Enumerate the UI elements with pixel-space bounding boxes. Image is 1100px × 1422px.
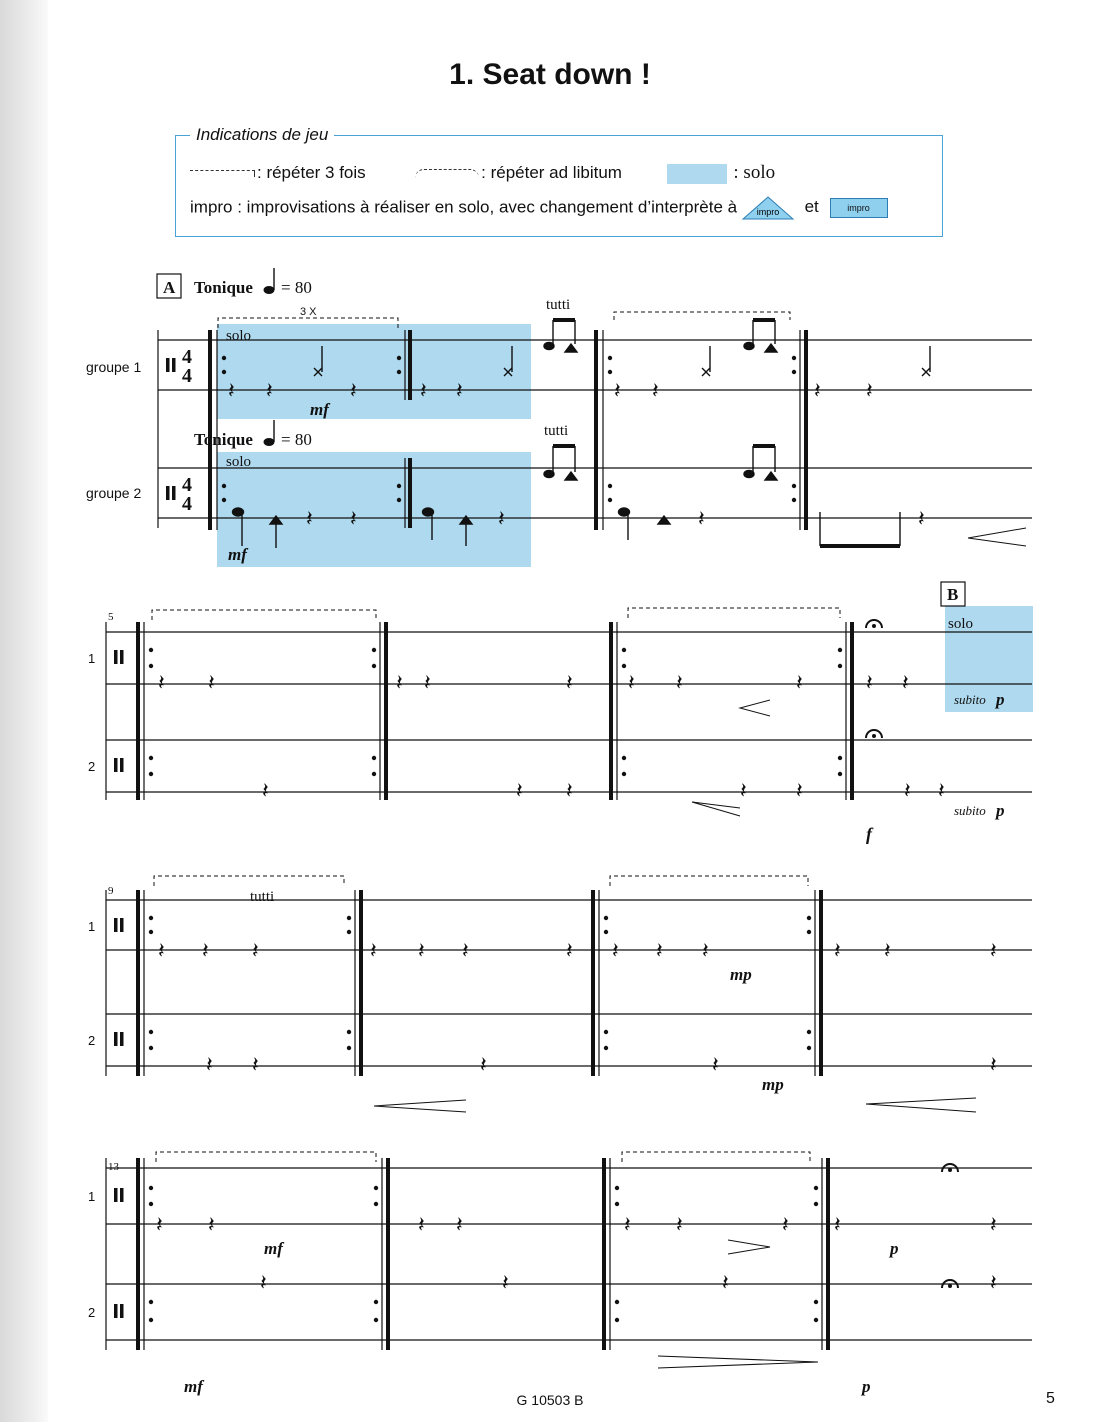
- dynamic-p-4: p: [862, 1377, 871, 1396]
- svg-text:𝄽: 𝄽: [396, 671, 403, 696]
- legend-et: et: [804, 197, 819, 217]
- staff2-label: 2: [88, 759, 96, 774]
- svg-text:𝄽: 𝄽: [676, 671, 683, 696]
- svg-text:𝄽: 𝄽: [938, 779, 945, 804]
- svg-text:𝄽: 𝄽: [884, 939, 891, 964]
- svg-text:𝄽: 𝄽: [566, 671, 573, 696]
- svg-text:𝄽: 𝄽: [990, 1213, 997, 1238]
- solo-region: [217, 324, 531, 419]
- tempo-word-2: Tonique: [194, 430, 253, 449]
- dynamic-mf-4: mf: [184, 1377, 203, 1396]
- svg-text:𝄽: 𝄽: [834, 939, 841, 964]
- svg-text:𝄽: 𝄽: [990, 1053, 997, 1078]
- svg-text:𝄽: 𝄽: [656, 939, 663, 964]
- fermatas: [866, 620, 958, 1288]
- svg-text:𝄽: 𝄽: [566, 939, 573, 964]
- group1-label: groupe 1: [86, 359, 142, 375]
- crescendo: [968, 528, 1026, 546]
- measure-number-5: 5: [108, 611, 114, 623]
- svg-text:𝄽: 𝄽: [228, 379, 235, 404]
- svg-text:𝄽: 𝄽: [260, 1271, 267, 1296]
- tempo-word: Tonique: [194, 278, 253, 297]
- svg-text:𝄽: 𝄽: [866, 379, 873, 404]
- svg-text:𝄽: 𝄽: [418, 1213, 425, 1238]
- svg-text:𝄽: 𝄽: [266, 379, 273, 404]
- legend-heading: Indications de jeu: [190, 125, 334, 145]
- svg-text:𝄽: 𝄽: [424, 671, 431, 696]
- svg-text:𝄽: 𝄽: [350, 507, 357, 532]
- svg-text:𝄽: 𝄽: [796, 671, 803, 696]
- svg-text:𝄽: 𝄽: [990, 939, 997, 964]
- subito-label-2: subito: [954, 803, 986, 818]
- footer-code: G 10503 B: [516, 1392, 584, 1408]
- svg-text:𝄽: 𝄽: [624, 1213, 631, 1238]
- solo-label: solo: [226, 328, 252, 344]
- legend-repeat-lib: : répéter ad libitum: [481, 163, 622, 182]
- svg-text:𝄽: 𝄽: [350, 379, 357, 404]
- legend-impro: impro : improvisations à réaliser en solo, avec changement d’interprète à: [190, 197, 738, 217]
- dynamic-f: f: [866, 824, 872, 844]
- svg-text:𝄽: 𝄽: [652, 379, 659, 404]
- tempo-value-2: = 80: [281, 430, 312, 449]
- svg-text:𝄽: 𝄽: [208, 671, 215, 696]
- solo-region: [217, 452, 531, 567]
- legend-repeat3: : répéter 3 fois: [257, 163, 366, 182]
- section-a-label: A: [163, 278, 176, 297]
- svg-text:𝄽: 𝄽: [252, 939, 259, 964]
- svg-text:𝄽: 𝄽: [158, 671, 165, 696]
- measure-number-9: 9: [108, 885, 114, 897]
- measure-number-13: 13: [108, 1161, 119, 1173]
- svg-text:𝄽: 𝄽: [702, 939, 709, 964]
- svg-text:𝄽: 𝄽: [796, 779, 803, 804]
- times-3x: 3 X: [300, 306, 317, 318]
- solo-label-3: solo: [948, 616, 974, 632]
- svg-text:𝄽: 𝄽: [262, 779, 269, 804]
- time-sig-den: 4: [182, 365, 192, 387]
- dynamic-p-2: p: [996, 801, 1005, 820]
- svg-text:𝄽: 𝄽: [418, 939, 425, 964]
- dynamic-mp-2: mp: [762, 1075, 784, 1094]
- svg-text:𝄽: 𝄽: [498, 507, 505, 532]
- svg-text:𝄽: 𝄽: [722, 1271, 729, 1296]
- dynamic-mp: mp: [730, 965, 752, 984]
- svg-text:𝄽: 𝄽: [306, 507, 313, 532]
- svg-text:𝄽: 𝄽: [902, 671, 909, 696]
- staff1-label-3: 1: [88, 919, 96, 934]
- svg-text:𝄽: 𝄽: [462, 939, 469, 964]
- staff1-label-4: 1: [88, 1189, 96, 1204]
- tempo-value: = 80: [281, 278, 312, 297]
- staff1-label: 1: [88, 651, 96, 666]
- legend-solo: : solo: [733, 162, 776, 183]
- subito-label: subito: [954, 692, 986, 707]
- group2-label: groupe 2: [86, 485, 142, 501]
- svg-text:𝄽: 𝄽: [456, 1213, 463, 1238]
- tutti-label-2: tutti: [544, 423, 569, 439]
- svg-text:𝄽: 𝄽: [420, 379, 427, 404]
- svg-text:𝄽: 𝄽: [158, 939, 165, 964]
- percussion-clefs: [114, 358, 176, 1318]
- staff2-label-4: 2: [88, 1305, 96, 1320]
- staff-lines: [106, 900, 1032, 1066]
- time-sig-num-2: 4: [182, 474, 192, 496]
- svg-text:𝄽: 𝄽: [712, 1053, 719, 1078]
- svg-text:𝄽: 𝄽: [614, 379, 621, 404]
- svg-text:𝄽: 𝄽: [456, 379, 463, 404]
- svg-text:𝄽: 𝄽: [206, 1053, 213, 1078]
- svg-text:𝄽: 𝄽: [782, 1213, 789, 1238]
- svg-text:𝄽: 𝄽: [202, 939, 209, 964]
- dynamic-p: p: [996, 690, 1005, 709]
- svg-text:𝄽: 𝄽: [814, 379, 821, 404]
- svg-text:𝄽: 𝄽: [740, 779, 747, 804]
- svg-text:𝄽: 𝄽: [866, 671, 873, 696]
- svg-text:𝄽: 𝄽: [990, 1271, 997, 1296]
- svg-text:𝄽: 𝄽: [612, 939, 619, 964]
- impro-rect-icon: impro: [830, 198, 888, 218]
- svg-text:𝄽: 𝄽: [904, 779, 911, 804]
- svg-text:𝄽: 𝄽: [480, 1053, 487, 1078]
- svg-text:𝄽: 𝄽: [252, 1053, 259, 1078]
- time-sig-num: 4: [182, 346, 192, 368]
- solo-label-2: solo: [226, 454, 252, 470]
- svg-text:𝄽: 𝄽: [676, 1213, 683, 1238]
- svg-text:𝄽: 𝄽: [370, 939, 377, 964]
- svg-text:𝄽: 𝄽: [698, 507, 705, 532]
- svg-text:𝄽: 𝄽: [156, 1213, 163, 1238]
- time-sig-den-2: 4: [182, 493, 192, 515]
- svg-text:𝄽: 𝄽: [208, 1213, 215, 1238]
- tutti-label-3: tutti: [250, 889, 275, 905]
- svg-text:𝄽: 𝄽: [918, 507, 925, 532]
- svg-text:𝄽: 𝄽: [502, 1271, 509, 1296]
- svg-text:𝄽: 𝄽: [516, 779, 523, 804]
- impro-triangle-label: impro: [756, 207, 780, 217]
- staff-lines: [106, 632, 1032, 792]
- tutti-label: tutti: [546, 297, 571, 313]
- svg-text:𝄽: 𝄽: [566, 779, 573, 804]
- dynamic-mf-2: mf: [228, 545, 247, 564]
- svg-text:𝄽: 𝄽: [628, 671, 635, 696]
- section-b-label: B: [947, 585, 959, 604]
- dynamic-p-3: p: [890, 1239, 899, 1258]
- dynamic-mf-3: mf: [264, 1239, 283, 1258]
- page-number: 5: [1046, 1390, 1055, 1407]
- svg-text:𝄽: 𝄽: [834, 1213, 841, 1238]
- dynamic-mf: mf: [310, 400, 329, 419]
- page-title: 1. Seat down !: [449, 58, 651, 91]
- staff2-label-3: 2: [88, 1033, 96, 1048]
